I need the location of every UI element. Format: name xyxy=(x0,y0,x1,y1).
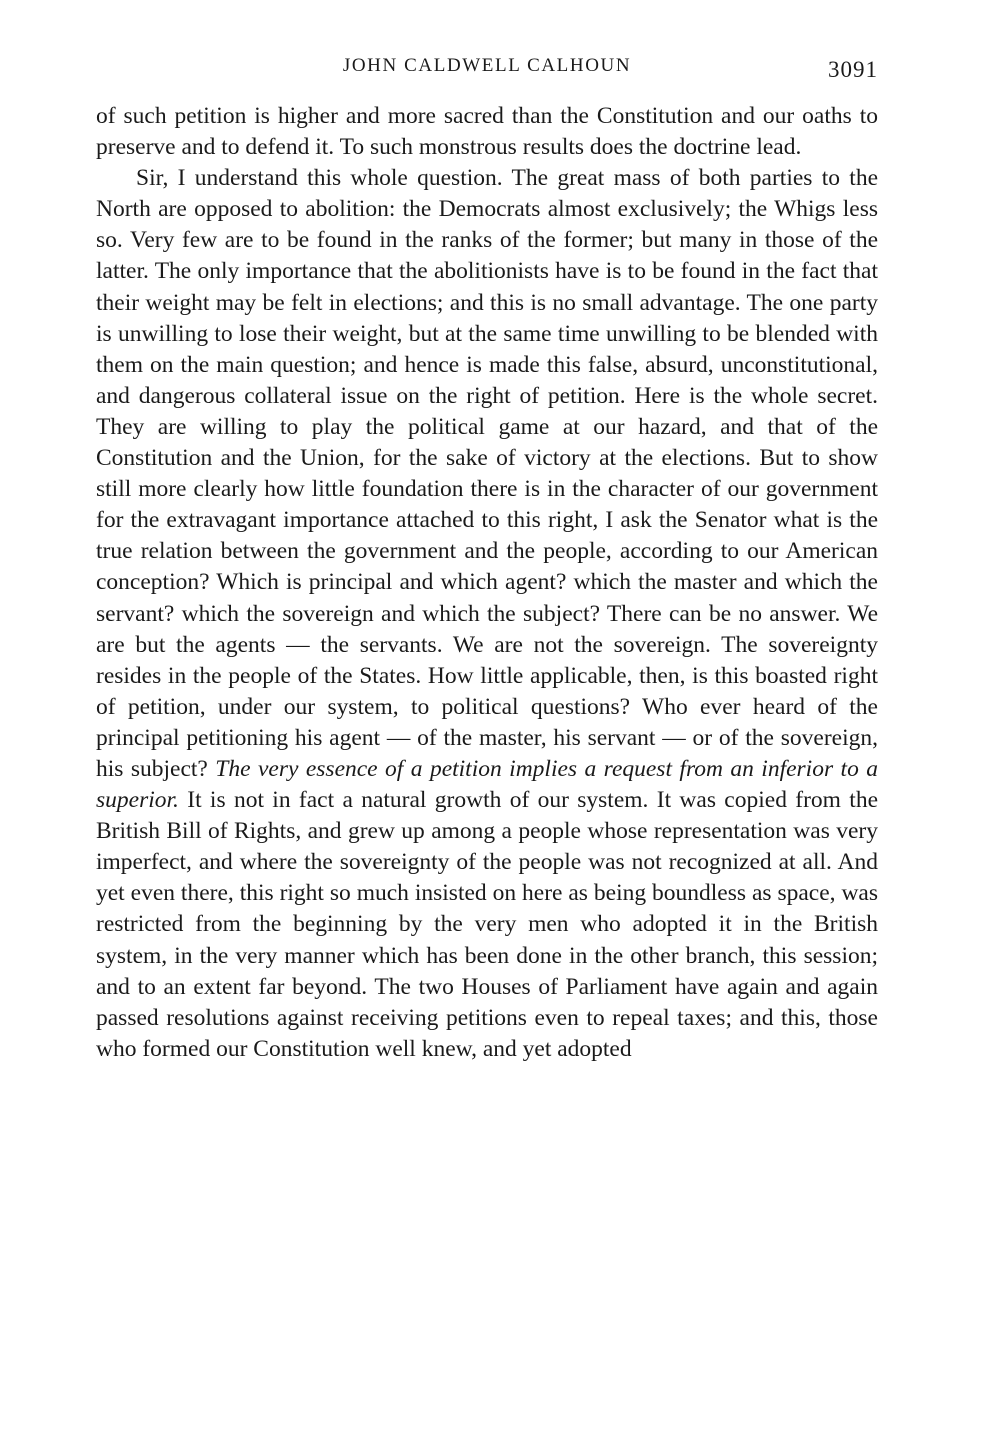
running-head xyxy=(96,52,878,84)
page-number: 3091 xyxy=(828,57,878,82)
paragraph-continuation xyxy=(96,101,878,163)
running-title: JOHN CALDWELL CALHOUN xyxy=(342,55,632,76)
paragraph-text: of such petition is higher and more sacred than the Constitution and our oaths to preserve and to defend it. To such monstrous results does the doctrine lead. xyxy=(96,103,878,161)
paragraph-text: Sir, I understand this whole question. The great mass of both parties to the North are opposed to abolition: the Democrats almost exclusively; the Whigs less so. Very few are to be found in the ranks of the former; but many in those of the latter. The only importance that the abolitionists have is to be found in the fact that their weight may be felt in elections; and this is no small advantage. The one party is unwilling to lose their weight, but at the same time unwilling to be blended with them on the main question; and hence is made this false, absurd, unconstitutional, and dangerous collateral issue on the right of petition. Here is the whole secret. They are willing to play the political game at our hazard, and that of the Constitution and the Union, for the sake of victory at the elections. But to show still more clearly how little foundation there is in the character of our government for the extravagant importance attached to this right, I ask the Senator what is the true relation between the government and the people, according to our American conception? Which is principal and which agent? which the master and which the servant? which the sovereign and which the subject? There can be no answer. We are but the agents — the servants. We are not the sovereign. The sovereignty resides in the people of the States. How little applicable, then, is this boasted right of petition, under our system, to political questions? Who ever heard of the principal petitioning his agent — of the master, his servant — or of the sovereign, his subject? xyxy=(96,165,878,782)
italic-emphasis: The very essence of a petition implies a request from an inferior to a superior. xyxy=(96,755,879,814)
paragraph-text: It is not in fact a natural growth of our system. It was copied from the British Bill of Rights, and grew up among a people whose representation was very imperfect, and where the sovereignty of the people was not recognized at all. And yet even there, this right so much insisted on here as being boundless as space, was restricted from the beginning by the very men who adopted it in the British system, in the very manner which has been done in the other branch, this session; and to an extent far beyond. The two Houses of Parliament have again and again passed resolutions against receiving petitions even to repeal taxes; and this, those who formed our Constitution well knew, and yet adopted xyxy=(96,787,878,1062)
paragraph xyxy=(96,163,878,1065)
body-text xyxy=(96,101,878,1065)
